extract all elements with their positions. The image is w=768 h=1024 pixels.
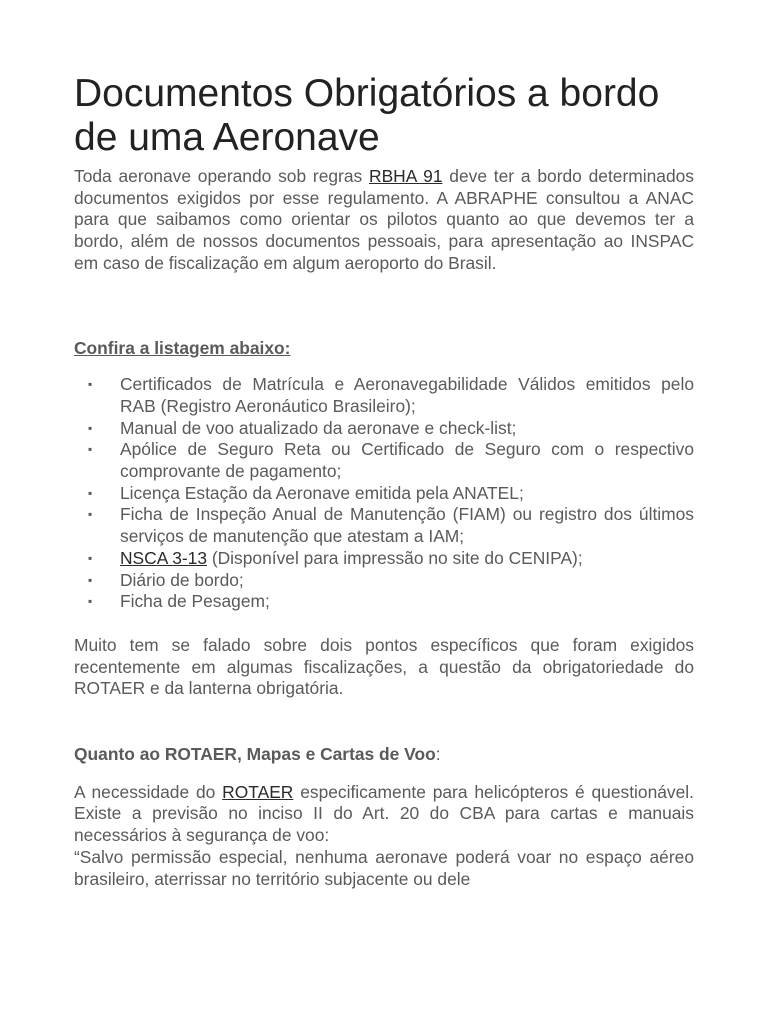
rbha91-link[interactable]: RBHA 91 (369, 166, 443, 186)
square-bullet-icon: ▪ (88, 420, 93, 435)
square-bullet-icon: ▪ (88, 594, 93, 609)
intro-paragraph (74, 166, 694, 275)
list-item-text: Licença Estação da Aeronave emitida pela ANATEL; (120, 482, 524, 503)
square-bullet-icon: ▪ (88, 442, 93, 457)
list-item (74, 439, 694, 482)
list-item-text: Certificados de Matrícula e Aeronavegabilidade Válidos emitidos pelo RAB (Registro Aeronáutico Brasileiro); (120, 374, 694, 416)
list-item-text: Manual de voo atualizado da aeronave e check-list; (120, 417, 517, 438)
list-item-text: Diário de bordo; (120, 569, 244, 590)
list-item (74, 591, 694, 613)
list-item-text: (Disponível para impressão no site do CENIPA); (207, 547, 583, 568)
intro-text-start: Toda aeronave operando sob regras (74, 166, 370, 186)
square-bullet-icon: ▪ (88, 377, 93, 392)
nsca-3-13-link[interactable]: NSCA 3-13 (120, 547, 207, 568)
cba-quote-paragraph: “Salvo permissão especial, nenhuma aeronave poderá voar no espaço aéreo brasileiro, aterrissar no território subjacente ou dele (74, 846, 694, 889)
list-item (74, 418, 694, 440)
square-bullet-icon: ▪ (88, 550, 93, 565)
rotaer-text-start: A necessidade do (74, 781, 223, 802)
page-title: Documentos Obrigatórios a bordo de uma Aeronave (74, 72, 660, 159)
required-documents-list (74, 374, 694, 613)
list-item (74, 483, 694, 505)
list-item (74, 374, 694, 417)
square-bullet-icon: ▪ (88, 507, 93, 522)
rotaer-heading-colon: : (435, 744, 441, 765)
rotaer-paragraph (74, 782, 694, 847)
list-item (74, 504, 694, 547)
square-bullet-icon: ▪ (88, 572, 93, 587)
rotaer-heading (74, 744, 694, 766)
rotaer-text-end: especificamente para helicópteros é questionável. Existe a previsão no inciso II do Art. 20 do CBA para cartas e manuais necessários à segurança de voo: (74, 781, 694, 846)
intro-text-end: deve ter a bordo determinados documentos exigidos por esse regulamento. A ABRAPHE consultou a ANAC para que saibamos como orientar os pilotos quanto ao que devemos ter a bordo, além de nossos documentos pessoais, para apresentação ao INSPAC em caso de fiscalização em algum aeroporto do Brasil. (74, 166, 694, 273)
rotaer-heading-text: Quanto ao ROTAER, Mapas e Cartas de Voo (74, 744, 436, 765)
square-bullet-icon: ▪ (88, 485, 93, 500)
list-item-text: Ficha de Pesagem; (120, 591, 270, 612)
listing-heading-text: Confira a listagem abaixo: (74, 337, 291, 358)
list-item (74, 548, 694, 570)
rotaer-link[interactable]: ROTAER (222, 781, 294, 802)
list-item-text: Apólice de Seguro Reta ou Certificado de Seguro com o respectivo comprovante de pagamento; (120, 439, 694, 482)
listing-heading (74, 338, 694, 360)
list-item (74, 570, 694, 592)
list-item-text: Ficha de Inspeção Anual de Manutenção (FIAM) ou registro dos últimos serviços de manutenção que atestam a IAM; (120, 504, 694, 547)
document-page (74, 72, 694, 890)
rotaer-lanterna-paragraph: Muito tem se falado sobre dois pontos específicos que foram exigidos recentemente em algumas fiscalizações, a questão da obrigatoriedade do ROTAER e da lanterna obrigatória. (74, 634, 694, 699)
